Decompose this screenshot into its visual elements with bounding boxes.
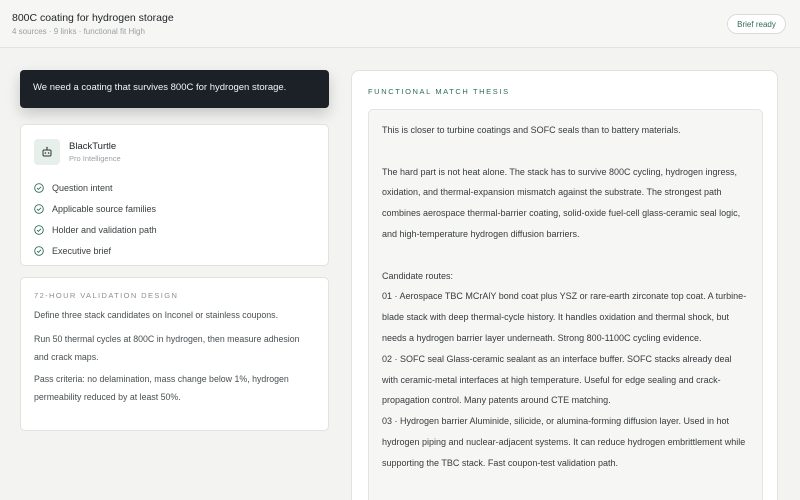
thesis-body — [368, 109, 763, 500]
agent-role: Pro Intelligence — [69, 154, 121, 163]
status-badge[interactable]: Brief ready — [727, 14, 786, 34]
step-item — [34, 198, 157, 219]
routes-heading: Candidate routes: — [382, 270, 454, 281]
route-item: 02 · SOFC seal Glass-ceramic sealant as an interface buffer. SOFC stacks already deal with ceramic-metal interfaces at high temperature. Useful for edge sealing and crack-propagation control. Many patents around CTE matching. — [382, 353, 732, 406]
route-item: 03 · Hydrogen barrier Aluminide, silicide, or alumina-forming diffusion layer. Used in hot hydrogen piping and nuclear-adjacent systems. It can reduce hydrogen embrittlement while supporting the TBC stack. Fast coupon-test validation path. — [382, 416, 746, 468]
route-item: 01 · Aerospace TBC MCrAlY bond coat plus YSZ or rare-earth zirconate top coat. A turbine-blade stack with deep thermal-cycle history. It handles oxidation and thermal shock, but needs a hydrogen barrier layer underneath. Strong 800-1100C cycling evidence. — [382, 291, 747, 343]
agent-card — [20, 124, 329, 266]
validation-paragraph: Run 50 thermal cycles at 800C in hydrogen, then measure adhesion and crack maps. — [34, 334, 300, 362]
page-title: 800C coating for hydrogen storage — [12, 12, 174, 24]
step-label: Holder and validation path — [52, 224, 157, 235]
step-label: Question intent — [52, 182, 113, 193]
check-circle-icon — [34, 225, 44, 235]
robot-icon — [34, 139, 60, 165]
step-item — [34, 177, 157, 198]
check-circle-icon — [34, 204, 44, 214]
validation-label: 72-HOUR VALIDATION DESIGN — [34, 291, 179, 300]
step-list — [34, 177, 157, 261]
thesis-paragraph: The hard part is not heat alone. The stack has to survive 800C cycling, hydrogen ingress, oxidation, and thermal-expansion mismatch against the substrate. The strongest path combines aerospace thermal-barrier coating, solid-oxide fuel-cell glass-ceramic seal logic, and high-temperature hydrogen diffusion barriers. — [382, 166, 741, 239]
thesis-card — [351, 70, 778, 500]
header-bar — [0, 0, 800, 48]
step-label: Executive brief — [52, 245, 112, 256]
user-prompt: We need a coating that survives 800C for hydrogen storage. — [20, 70, 329, 108]
step-item — [34, 219, 157, 240]
thesis-intro: This is closer to turbine coatings and SOFC seals than to battery materials. — [382, 125, 681, 135]
agent-name: BlackTurtle — [69, 141, 117, 152]
validation-card — [20, 277, 329, 431]
validation-paragraph: Pass criteria: no delamination, mass change below 1%, hydrogen permeability reduced by at least 50%. — [34, 374, 289, 402]
check-circle-icon — [34, 246, 44, 256]
step-label: Applicable source families — [52, 203, 157, 214]
page-subtitle: 4 sources · 9 links · functional fit High — [12, 27, 145, 36]
check-circle-icon — [34, 183, 44, 193]
validation-paragraph: Define three stack candidates on Inconel or stainless coupons. — [34, 310, 279, 320]
step-item — [34, 240, 157, 261]
thesis-label: FUNCTIONAL MATCH THESIS — [368, 87, 510, 96]
